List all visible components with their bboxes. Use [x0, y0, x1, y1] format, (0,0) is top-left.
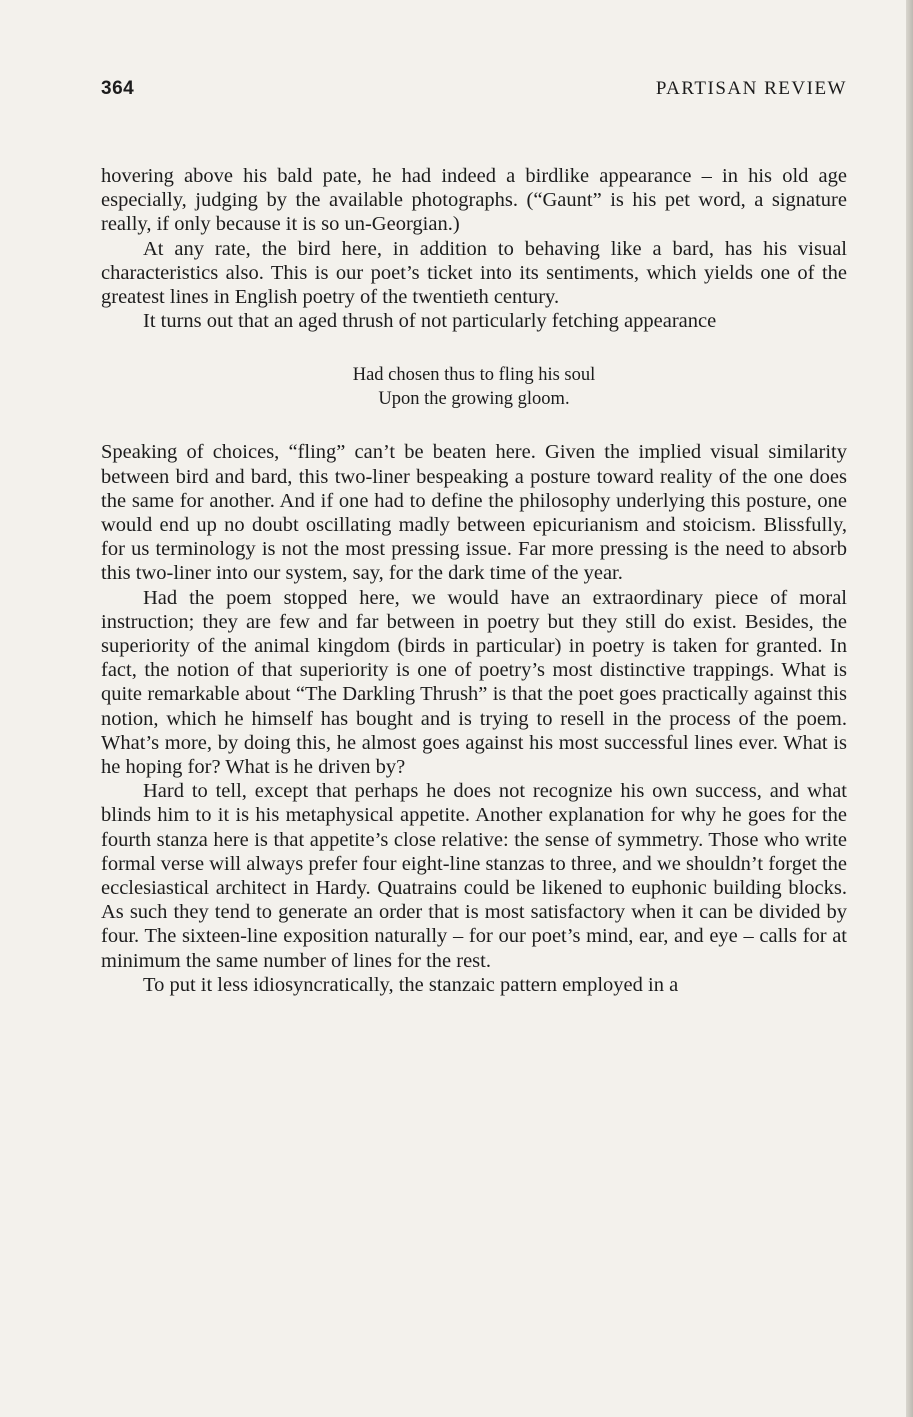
page-number: 364: [101, 78, 135, 99]
paragraph-7: To put it less idiosyncratically, the stanzaic pattern employed in a: [143, 973, 679, 996]
paragraph-4: Speaking of choices, “fling” can’t be beaten here. Given the implied visual similarity between bird and bard, this two-liner bespeaking a posture toward reality of the one does the same for another. And if one had to define the philosophy underlying this posture, one would end up no doubt oscillating madly between epicurianism and stoicism. Blissfully, for us terminology is not the most pressing issue. Far more pressing is the need to absorb this two-liner into our system, say, for the dark time of the year.: [101, 441, 847, 585]
paragraph-6: Hard to tell, except that perhaps he does not recognize his own success, and what blinds him to it is his metaphysical appetite. Another explanation for why he goes for the fourth stanza here is that appetite’s close relative: the sense of symmetry. Those who write formal verse will always prefer four eight-line stanzas to three, and we shouldn’t forget the ecclesiastical architect in Hardy. Quatrains could be likened to euphonic building blocks. As such they tend to generate an order that is most satisfactory when it can be divided by four. The sixteen-line exposition naturally – for our poet’s mind, ear, and eye – calls for at minimum the same number of lines for the rest.: [101, 780, 847, 972]
verse-line-2: Upon the growing gloom.: [378, 389, 570, 410]
paragraph-5: Had the poem stopped here, we would have an extraordinary piece of moral instruction; they are few and far between in poetry but they still do exist. Besides, the superiority of the animal kingdom (birds in particular) in poetry is taken for granted. In fact, the notion of that superiority is one of poetry’s most distinctive trappings. What is quite remarkable about “The Darkling Thrush” is that the poet goes practically against this notion, which he himself has bought and is trying to resell in the process of the poem. What’s more, by doing this, he almost goes against his most successful lines ever. What is he hoping for? What is he driven by?: [101, 586, 847, 779]
running-head: [101, 78, 847, 108]
journal-title: PARTISAN REVIEW: [655, 78, 847, 99]
verse-line-1: Had chosen thus to fling his soul: [352, 365, 596, 386]
verse-quotation: [101, 363, 847, 411]
page-edge: [906, 0, 913, 1417]
paragraph-3: It turns out that an aged thrush of not particularly fetching appearance: [143, 310, 717, 333]
body-text: [101, 164, 847, 997]
paragraph-1: hovering above his bald pate, he had indeed a birdlike appearance – in his old age especially, judging by the available photographs. (“Gaunt” is his pet word, a signature really, if only because it is so un-Georgian.): [101, 165, 847, 236]
paragraph-2: At any rate, the bird here, in addition to behaving like a bard, has his visual characteristics also. This is our poet’s ticket into its sentiments, which yields one of the greatest lines in English poetry of the twentieth century.: [101, 237, 847, 309]
